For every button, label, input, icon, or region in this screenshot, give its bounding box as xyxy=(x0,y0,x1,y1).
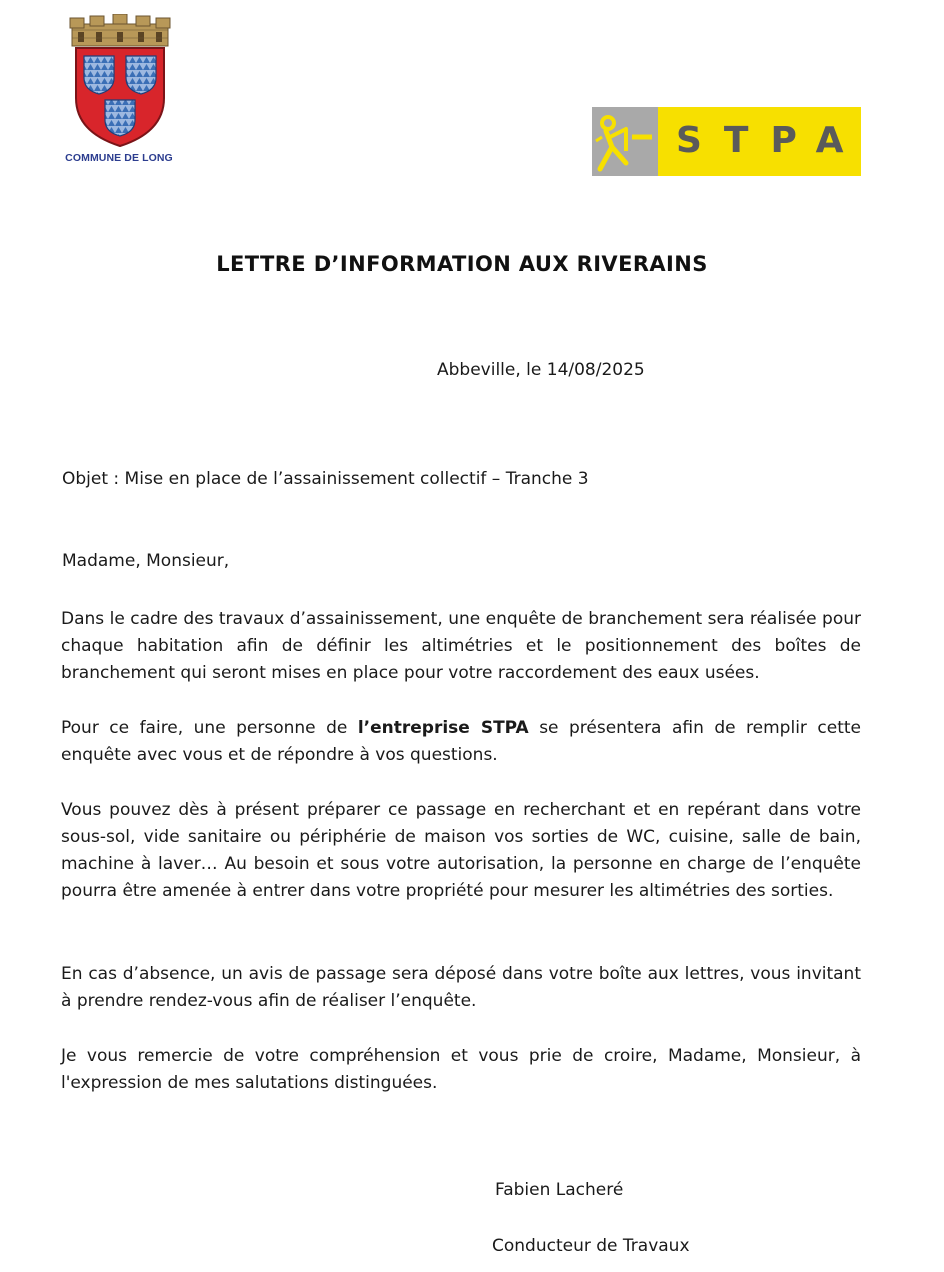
paragraph-absence: En cas d’absence, un avis de passage sera déposé dans votre boîte aux lettres, vous invitant à prendre rendez-vous afin de réaliser l’enquête. xyxy=(61,964,861,1011)
paragraph-preparation: Vous pouvez dès à présent préparer ce passage en recherchant et en repérant dans votre sous-sol, vide sanitaire ou périphérie de maison vos sorties de WC, cuisine, salle de bain, machine à laver… Au besoin et sous votre autorisation, la personne en charge de l’enquête pourra être amenée à entrer dans votre propriété pour mesurer les altimétries des sorties. xyxy=(61,800,861,901)
paragraph-survey: Dans le cadre des travaux d’assainissement, une enquête de branchement sera réalisée pour chaque habitation afin de définir les altimétries et le positionnement des boîtes de branchement qui seront mises en place pour votre raccordement des eaux usées. xyxy=(61,609,861,683)
commune-crest xyxy=(66,14,174,148)
paragraph-closing: Je vous remercie de votre compréhension et vous prie de croire, Madame, Monsieur, à l'expression de mes salutations distinguées. xyxy=(61,1046,861,1093)
letter-salutation: Madame, Monsieur, xyxy=(62,551,230,571)
stpa-logo xyxy=(592,107,866,176)
signer-role: Conducteur de Travaux xyxy=(492,1236,690,1256)
stpa-emblem xyxy=(592,107,658,176)
signer-name: Fabien Lacheré xyxy=(495,1180,624,1200)
letter-title: LETTRE D’INFORMATION AUX RIVERAINS xyxy=(216,252,708,276)
paragraph-visit-start: Pour ce faire, une personne de xyxy=(61,718,358,738)
stpa-logo-text: STPA xyxy=(676,120,866,161)
company-emphasis: l’entreprise STPA xyxy=(357,718,529,738)
letter-date: Abbeville, le 14/08/2025 xyxy=(437,360,645,380)
coat-of-arms-icon xyxy=(66,14,174,148)
paragraph-visit xyxy=(61,715,861,769)
letter-object: Objet : Mise en place de l’assainissement collectif – Tranche 3 xyxy=(62,469,589,489)
commune-label: COMMUNE DE LONG xyxy=(65,152,173,164)
stpa-emblem-icon xyxy=(592,107,658,176)
paragraph-visit-end: se présentera afin de remplir cette enquête avec vous et de répondre à vos questions. xyxy=(61,718,861,765)
